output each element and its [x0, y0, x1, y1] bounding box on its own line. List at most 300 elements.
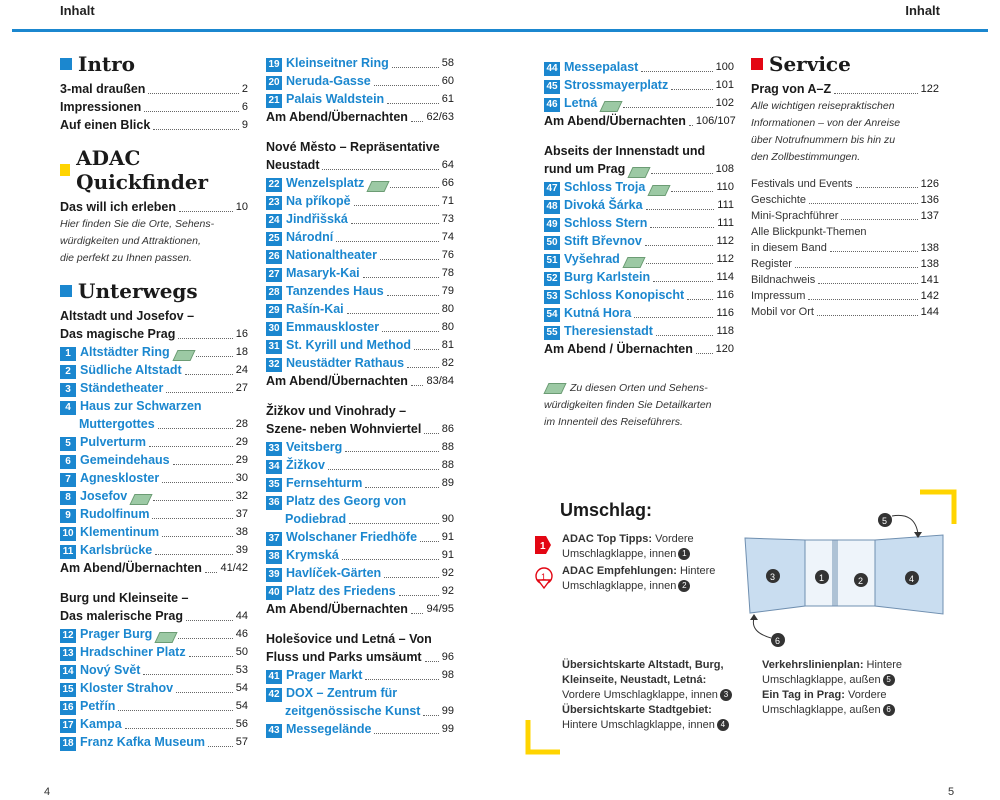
toc-entry[interactable]: [751, 304, 939, 320]
entry-title: Veitsberg: [286, 440, 343, 454]
entry-number-badge: 14: [60, 665, 76, 679]
entry-number-badge: 6: [60, 455, 76, 469]
toc-entry[interactable]: [266, 54, 454, 72]
entry-title: Altstädter Ring: [80, 345, 170, 359]
entry-page: 92: [441, 567, 454, 579]
entry-page: 9: [241, 119, 248, 131]
entry-page: 60: [441, 75, 454, 87]
toc-entry[interactable]: [544, 304, 734, 322]
toc-entry[interactable]: [60, 487, 248, 505]
entry-title: Am Abend/Übernachten: [60, 561, 202, 575]
entry-number-badge: 25: [266, 232, 282, 246]
entry-title: Národní: [286, 230, 334, 244]
description-line: Alle wichtigen reisepraktischen: [751, 100, 895, 112]
entry-number-badge: 16: [60, 701, 76, 715]
toc-entry[interactable]: [266, 720, 454, 738]
section-service: Service: [751, 52, 939, 76]
entry-title: Tanzendes Haus: [286, 284, 384, 298]
entry-number-badge: 33: [266, 442, 282, 456]
toc-entry[interactable]: [544, 58, 734, 76]
entry-page: 81: [441, 339, 454, 351]
entry-number-badge: 49: [544, 218, 560, 232]
entry-title: Hradschiner Platz: [80, 645, 186, 659]
entry-title: Impressum: [751, 290, 806, 302]
entry-page: 29: [235, 436, 248, 448]
entry-title: Das will ich erleben: [60, 200, 177, 214]
entry-page: 28: [235, 418, 248, 430]
toc-entry[interactable]: [266, 282, 454, 300]
toc-entry[interactable]: [751, 272, 939, 288]
toc-entry[interactable]: [544, 340, 734, 358]
map-tile-icon: [130, 494, 153, 505]
page-number-right: 5: [948, 786, 955, 798]
entry-title: Krymská: [286, 548, 339, 562]
number-circle-icon: 1: [678, 548, 690, 560]
toc-entry[interactable]: [60, 451, 248, 469]
entry-title: Mini-Sprachführer: [751, 210, 839, 222]
toc-entry[interactable]: [751, 240, 939, 256]
toc-entry[interactable]: [60, 643, 248, 661]
entry-page: 83/84: [426, 375, 454, 387]
entry-page: 118: [716, 325, 734, 337]
section-intro: Intro: [60, 52, 248, 76]
entry-title: Südliche Altstadt: [80, 363, 182, 377]
entry-title: Messegelände: [286, 722, 372, 736]
entry-title: Prager Burg: [80, 627, 153, 641]
section-unterwegs: Unterwegs: [60, 279, 248, 303]
entry-number-badge: 23: [266, 196, 282, 210]
entry-page: 71: [441, 195, 454, 207]
entry-number-badge: 34: [266, 460, 282, 474]
toc-entry[interactable]: [544, 250, 734, 268]
toc-entry[interactable]: [544, 112, 734, 130]
entry-title: Agneskloster: [80, 471, 160, 485]
entry-page: 120: [715, 343, 734, 355]
entry-title: Kloster Strahov: [80, 681, 174, 695]
toc-entry[interactable]: [266, 90, 454, 108]
entry-title: Festivals und Events: [751, 178, 853, 190]
entry-title: Das magische Prag: [60, 327, 176, 341]
entry-page: 37: [235, 508, 248, 520]
entry-title: St. Kyrill und Method: [286, 338, 411, 352]
entry-number-badge: 22: [266, 178, 282, 192]
entry-title: Wenzelsplatz: [286, 176, 365, 190]
toc-entry[interactable]: [60, 625, 248, 643]
toc-entry[interactable]: [266, 174, 454, 192]
entry-number-badge: 28: [266, 286, 282, 300]
entry-title: Muttergottes: [79, 417, 155, 431]
toc-entry[interactable]: [544, 94, 734, 112]
entry-number-badge: 13: [60, 647, 76, 661]
entry-title: Neustädter Rathaus: [286, 356, 405, 370]
umschlag-title: Umschlag:: [560, 500, 653, 520]
entry-number-badge: 27: [266, 268, 282, 282]
entry-page: 73: [441, 213, 454, 225]
toc-entry[interactable]: [60, 469, 248, 487]
header-right: Inhalt: [905, 3, 940, 18]
entry-title: Josefov: [80, 489, 128, 503]
entry-title: DOX – Zentrum für: [286, 686, 398, 700]
entry-number-badge: 47: [544, 182, 560, 196]
svg-text:4: 4: [909, 574, 915, 584]
entry-page: 91: [441, 549, 454, 561]
entry-title: Rašín-Kai: [286, 302, 344, 316]
top-tipp-flag-icon: [534, 534, 552, 556]
toc-entry[interactable]: [544, 322, 734, 340]
entry-page: 144: [920, 306, 939, 318]
entry-page: 79: [441, 285, 454, 297]
toc-entry[interactable]: [266, 546, 454, 564]
toc-entry[interactable]: [544, 214, 734, 232]
entry-title: Fernsehturm: [286, 476, 363, 490]
entry-page: 18: [235, 346, 248, 358]
toc-entry[interactable]: [266, 192, 454, 210]
entry-page: 82: [441, 357, 454, 369]
entry-number-badge: 32: [266, 358, 282, 372]
toc-entry[interactable]: [266, 438, 454, 456]
entry-page: 30: [235, 472, 248, 484]
entry-number-badge: 37: [266, 532, 282, 546]
entry-number-badge: 8: [60, 491, 76, 505]
group-heading: Holešovice und Letná – Von: [266, 632, 432, 646]
entry-number-badge: 1: [60, 347, 76, 361]
toc-entry[interactable]: [60, 433, 248, 451]
toc-entry[interactable]: [544, 76, 734, 94]
entry-page: 54: [235, 682, 248, 694]
entry-page: 57: [235, 736, 248, 748]
blue-square-icon: [60, 58, 72, 70]
svg-text:5: 5: [882, 516, 888, 526]
entry-page: 29: [235, 454, 248, 466]
toc-entry[interactable]: [60, 661, 248, 679]
toc-entry[interactable]: [60, 733, 248, 751]
entry-title: Nationaltheater: [286, 248, 377, 262]
toc-entry[interactable]: [266, 564, 454, 582]
toc-entry[interactable]: [544, 160, 734, 178]
toc-entry[interactable]: [60, 98, 248, 116]
entry-page: 56: [235, 718, 248, 730]
number-circle-icon: 3: [720, 689, 732, 701]
toc-entry[interactable]: [60, 541, 248, 559]
entry-number-badge: 7: [60, 473, 76, 487]
toc-entry[interactable]: [266, 702, 454, 720]
toc-entry[interactable]: [751, 192, 939, 208]
entry-page: 10: [235, 201, 248, 213]
group-heading: Altstadt und Josefov –: [60, 309, 195, 323]
toc-entry[interactable]: [544, 178, 734, 196]
entry-title: Alle Blickpunkt-Themen: [751, 226, 867, 238]
entry-title: Rudolfinum: [80, 507, 150, 521]
entry-number-badge: 4: [60, 401, 76, 415]
toc-entry[interactable]: [266, 492, 454, 510]
description-line: den Zollbestimmungen.: [751, 151, 861, 163]
toc-entry[interactable]: [60, 361, 248, 379]
toc-entry[interactable]: [751, 224, 939, 240]
toc-entry[interactable]: [266, 108, 454, 126]
entry-title: 3-mal draußen: [60, 82, 146, 96]
toc-entry[interactable]: [266, 336, 454, 354]
entry-page: 138: [920, 258, 939, 270]
map-tile-icon: [648, 185, 671, 196]
entry-page: 39: [235, 544, 248, 556]
entry-number-badge: 29: [266, 304, 282, 318]
entry-title: Das malerische Prag: [60, 609, 183, 623]
toc-entry[interactable]: [60, 116, 248, 134]
toc-entry[interactable]: [266, 300, 454, 318]
toc-entry[interactable]: [266, 600, 454, 618]
entry-title: Fluss und Parks umsäumt: [266, 650, 422, 664]
description-line: über Notrufnummern bis hin zu: [751, 134, 896, 146]
toc-entry[interactable]: [266, 354, 454, 372]
entry-number-badge: 21: [266, 94, 282, 108]
entry-number-badge: 35: [266, 478, 282, 492]
header-left: Inhalt: [60, 3, 95, 18]
entry-title: Mobil vor Ort: [751, 306, 814, 318]
toc-entry[interactable]: [60, 715, 248, 733]
toc-entry[interactable]: [60, 559, 248, 577]
map-tile-icon: [367, 181, 390, 192]
entry-title: Bildnachweis: [751, 274, 816, 286]
entry-title: Kleinseitner Ring: [286, 56, 389, 70]
toc-entry[interactable]: [60, 697, 248, 715]
entry-page: 112: [716, 253, 734, 265]
toc-entry[interactable]: [544, 286, 734, 304]
entry-title: Nový Svět: [80, 663, 141, 677]
entry-title: Podiebrad: [285, 512, 347, 526]
entry-number-badge: 3: [60, 383, 76, 397]
toc-entry[interactable]: [60, 198, 248, 216]
entry-number-badge: 44: [544, 62, 560, 76]
toc-entry[interactable]: [60, 325, 248, 343]
entry-title: Wolschaner Friedhöfe: [286, 530, 418, 544]
group-heading: Nové Město – Repräsentative: [266, 140, 440, 154]
entry-number-badge: 26: [266, 250, 282, 264]
number-circle-icon: 5: [883, 674, 895, 686]
entry-number-badge: 54: [544, 308, 560, 322]
entry-number-badge: 2: [60, 365, 76, 379]
detail-map-note: Zu diesen Orten und Sehens- würdigkeiten finden Sie Detailkarten im Innenteil des Reiseführers.: [544, 382, 712, 428]
empfehlung-icon: [534, 566, 554, 590]
entry-number-badge: 10: [60, 527, 76, 541]
toc-entry[interactable]: [266, 474, 454, 492]
toc-entry[interactable]: [751, 256, 939, 272]
entry-page: 142: [920, 290, 939, 302]
toc-entry[interactable]: [60, 523, 248, 541]
entry-title: Divoká Šárka: [564, 198, 643, 212]
map-tile-icon: [172, 350, 195, 361]
entry-page: 86: [441, 423, 454, 435]
toc-entry[interactable]: [60, 379, 248, 397]
group-heading: Burg und Kleinseite –: [60, 591, 189, 605]
umschlag-top-tipps: 1 ADAC Top Tipps: Vordere Umschlagklappe, innen 1: [534, 532, 734, 562]
entry-page: 80: [441, 303, 454, 315]
svg-text:1: 1: [541, 572, 547, 582]
description-line: die perfekt zu Ihnen passen.: [60, 252, 192, 264]
entry-number-badge: 20: [266, 76, 282, 90]
entry-title: Prager Markt: [286, 668, 363, 682]
toc-entry[interactable]: [266, 264, 454, 282]
entry-title: Burg Karlstein: [564, 270, 651, 284]
entry-page: 99: [441, 705, 454, 717]
entry-page: 41/42: [220, 562, 248, 574]
number-circle-icon: 4: [717, 719, 729, 731]
toc-entry[interactable]: [266, 666, 454, 684]
entry-title: Haus zur Schwarzen: [80, 399, 202, 413]
toc-entry[interactable]: [266, 318, 454, 336]
entry-page: 110: [716, 181, 734, 193]
toc-entry[interactable]: [266, 528, 454, 546]
toc-entry[interactable]: [751, 208, 939, 224]
entry-title: Impressionen: [60, 100, 142, 114]
entry-page: 88: [441, 441, 454, 453]
toc-entry[interactable]: [751, 80, 939, 98]
entry-number-badge: 48: [544, 200, 560, 214]
entry-page: 138: [920, 242, 939, 254]
entry-page: 61: [441, 93, 454, 105]
entry-title: Schloss Stern: [564, 216, 648, 230]
section-quickfinder: ADAC Quickfinder: [60, 146, 248, 194]
toc-entry[interactable]: [751, 176, 939, 192]
entry-page: 38: [235, 526, 248, 538]
svg-text:1: 1: [540, 541, 546, 552]
toc-entry[interactable]: [60, 343, 248, 361]
entry-title: Letná: [564, 96, 598, 110]
toc-entry[interactable]: [266, 372, 454, 390]
entry-title: Am Abend / Übernachten: [544, 342, 693, 356]
entry-title: Platz des Friedens: [286, 584, 396, 598]
toc-entry[interactable]: [266, 228, 454, 246]
entry-page: 66: [441, 177, 454, 189]
toc-entry[interactable]: [751, 288, 939, 304]
entry-number-badge: 50: [544, 236, 560, 250]
entry-page: 74: [441, 231, 454, 243]
entry-title: Am Abend/Übernachten: [266, 374, 408, 388]
toc-entry[interactable]: [60, 505, 248, 523]
entry-number-badge: 17: [60, 719, 76, 733]
entry-page: 89: [441, 477, 454, 489]
entry-page: 111: [717, 217, 734, 229]
entry-title: Auf einen Blick: [60, 118, 151, 132]
entry-title: Franz Kafka Museum: [80, 735, 206, 749]
entry-page: 2: [241, 83, 248, 95]
toc-entry[interactable]: [544, 232, 734, 250]
entry-number-badge: 45: [544, 80, 560, 94]
toc-entry[interactable]: [60, 415, 248, 433]
entry-page: 78: [441, 267, 454, 279]
toc-entry[interactable]: [266, 72, 454, 90]
toc-entry[interactable]: [266, 420, 454, 438]
toc-entry[interactable]: [266, 210, 454, 228]
entry-page: 100: [715, 61, 734, 73]
entry-number-badge: 42: [266, 688, 282, 702]
entry-page: 122: [920, 83, 939, 95]
entry-title: Pulverturm: [80, 435, 146, 449]
entry-title: Kutná Hora: [564, 306, 632, 320]
entry-page: 6: [241, 101, 248, 113]
blue-square-icon: [60, 285, 72, 297]
toc-entry[interactable]: [60, 679, 248, 697]
toc-entry[interactable]: [266, 582, 454, 600]
number-circle-icon: 6: [883, 704, 895, 716]
entry-title: Petřín: [80, 699, 116, 713]
entry-page: 16: [235, 328, 248, 340]
entry-number-badge: 12: [60, 629, 76, 643]
entry-page: 80: [441, 321, 454, 333]
entry-title: Schloss Troja: [564, 180, 646, 194]
entry-number-badge: 31: [266, 340, 282, 354]
toc-entry[interactable]: [266, 684, 454, 702]
toc-entry[interactable]: [266, 456, 454, 474]
entry-number-badge: 24: [266, 214, 282, 228]
entry-page: 44: [235, 610, 248, 622]
toc-entry[interactable]: [60, 607, 248, 625]
entry-number-badge: 36: [266, 496, 282, 510]
entry-page: 108: [715, 163, 734, 175]
toc-entry[interactable]: [60, 80, 248, 98]
toc-column-4: [751, 52, 939, 320]
entry-page: 58: [441, 57, 454, 69]
entry-page: 76: [441, 249, 454, 261]
umschlag-karten: Übersichtskarte Altstadt, Burg, Kleinseite, Neustadt, Letná: Vordere Umschlagklappe, innen 3 Übersichtskarte Stadtgebiet: Hintere Umschlagklappe, innen 4: [562, 658, 752, 733]
entry-title: zeitgenössische Kunst: [285, 704, 421, 718]
entry-title: Vyšehrad: [564, 252, 620, 266]
entry-number-badge: 5: [60, 437, 76, 451]
entry-title: Theresienstadt: [564, 324, 653, 338]
toc-entry[interactable]: [60, 397, 248, 415]
entry-page: 27: [235, 382, 248, 394]
map-tile-icon: [628, 167, 651, 178]
entry-title: Ständetheater: [80, 381, 164, 395]
entry-title: Am Abend/Übernachten: [266, 110, 408, 124]
entry-title: Karlsbrücke: [80, 543, 153, 557]
entry-number-badge: 40: [266, 586, 282, 600]
entry-page: 91: [441, 531, 454, 543]
umschlag-empfehlungen: 1 ADAC Empfehlungen: Hintere Umschlagklappe, innen 2: [534, 564, 734, 594]
svg-text:6: 6: [775, 636, 781, 646]
entry-page: 24: [235, 364, 248, 376]
entry-page: 46: [235, 628, 248, 640]
svg-text:2: 2: [858, 576, 864, 586]
entry-number-badge: 15: [60, 683, 76, 697]
entry-title: Neustadt: [266, 158, 320, 172]
map-tile-icon: [600, 101, 623, 112]
entry-page: 92: [441, 585, 454, 597]
toc-entry[interactable]: [544, 268, 734, 286]
toc-entry[interactable]: [266, 648, 454, 666]
toc-entry[interactable]: [544, 196, 734, 214]
toc-entry[interactable]: [266, 156, 454, 174]
entry-title: Platz des Georg von: [286, 494, 407, 508]
toc-column-2: [266, 54, 454, 738]
entry-number-badge: 9: [60, 509, 76, 523]
entry-page: 116: [716, 289, 734, 301]
toc-entry[interactable]: [266, 246, 454, 264]
entry-title: Masaryk-Kai: [286, 266, 360, 280]
entry-page: 90: [441, 513, 454, 525]
map-tile-icon: [622, 257, 645, 268]
toc-column-3: [544, 58, 734, 431]
entry-page: 64: [441, 159, 454, 171]
map-tile-icon: [155, 632, 178, 643]
entry-title: Havlíček-Gärten: [286, 566, 382, 580]
entry-page: 54: [235, 700, 248, 712]
umschlag-aussen: Verkehrslinienplan: Hintere Umschlagklappe, außen 5 Ein Tag in Prag: Vordere Umschlagklappe, außen 6: [762, 659, 903, 716]
entry-page: 102: [715, 97, 734, 109]
svg-text:3: 3: [770, 572, 776, 582]
entry-number-badge: 30: [266, 322, 282, 336]
toc-entry[interactable]: [266, 510, 454, 528]
entry-number-badge: 55: [544, 326, 560, 340]
